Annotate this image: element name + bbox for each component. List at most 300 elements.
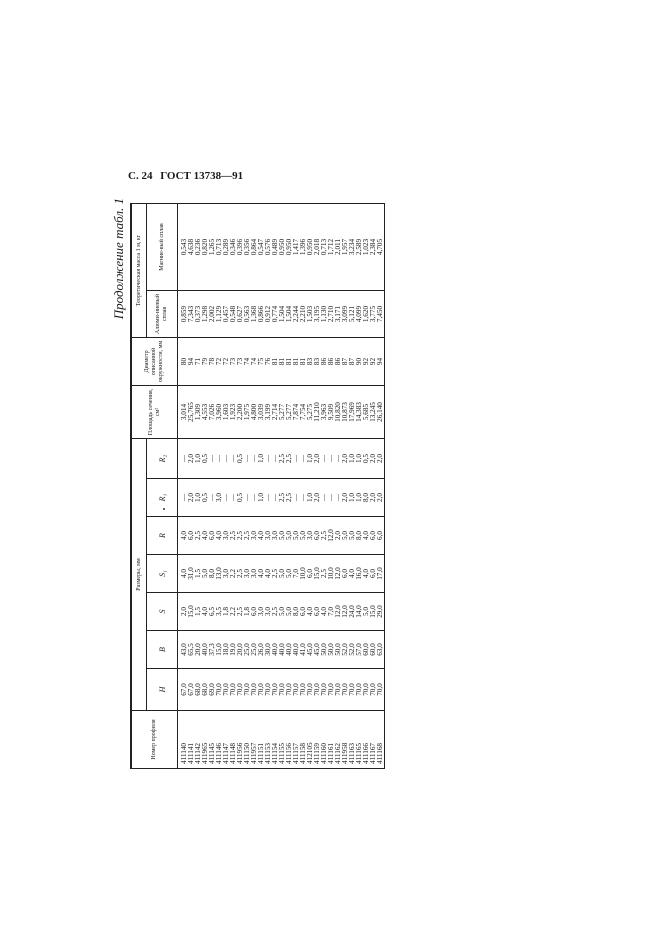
col-header-B: B bbox=[147, 631, 178, 669]
cell-s: 1,8 bbox=[244, 593, 251, 631]
cell-area: 1,309 bbox=[195, 385, 202, 438]
cell-b: 45,0 bbox=[314, 631, 321, 669]
cell-profile: 411958 bbox=[342, 711, 349, 769]
cell-s: 4,0 bbox=[202, 593, 209, 631]
cell-r: 4,0 bbox=[202, 517, 209, 555]
cell-r1: 0,5 bbox=[202, 479, 209, 517]
cell-b: 18,0 bbox=[223, 631, 230, 669]
cell-r2: 2,0 bbox=[370, 438, 377, 478]
cell-r2: 2,0 bbox=[188, 438, 195, 478]
cell-diam: 86 bbox=[321, 337, 328, 385]
cell-r2: 1,0 bbox=[195, 438, 202, 478]
cell-h: 70,0 bbox=[363, 669, 370, 711]
cell-area: 14,383 bbox=[356, 385, 363, 438]
cell-mag: 0,346 bbox=[230, 203, 237, 290]
cell-diam: 72 bbox=[216, 337, 223, 385]
cell-r1: — bbox=[223, 479, 230, 517]
cell-mag: 0,713 bbox=[321, 203, 328, 290]
cell-r2: 2,0 bbox=[377, 438, 385, 478]
cell-r1: — bbox=[321, 479, 328, 517]
cell-r: 5,0 bbox=[279, 517, 286, 555]
cell-profile: 411156 bbox=[286, 711, 293, 769]
cell-area: 13,245 bbox=[370, 385, 377, 438]
cell-h: 67,0 bbox=[178, 669, 189, 711]
cell-s1: 17,0 bbox=[377, 555, 385, 593]
col-header-profile: Номер профиля bbox=[131, 711, 178, 769]
cell-s: 4,0 bbox=[307, 593, 314, 631]
cell-b: 37,3 bbox=[209, 631, 216, 669]
cell-s1: 31,0 bbox=[188, 555, 195, 593]
cell-r: 6,0 bbox=[370, 517, 377, 555]
cell-mag: 4,705 bbox=[377, 203, 385, 290]
cell-profile: 411158 bbox=[300, 711, 307, 769]
cell-mag: 0,547 bbox=[258, 203, 265, 290]
cell-r2: — bbox=[244, 438, 251, 478]
cell-h: 70,0 bbox=[272, 669, 279, 711]
cell-profile: 411159 bbox=[314, 711, 321, 769]
cell-area: 3,039 bbox=[258, 385, 265, 438]
cell-alum: 2,244 bbox=[293, 290, 300, 337]
cell-diam: 80 bbox=[178, 337, 189, 385]
cell-s: 29,0 bbox=[377, 593, 385, 631]
cell-alum: 1,368 bbox=[251, 290, 258, 337]
cell-s1: 8,0 bbox=[209, 555, 216, 593]
cell-b: 20,0 bbox=[195, 631, 202, 669]
profiles-table bbox=[130, 203, 385, 769]
cell-area: 25,765 bbox=[188, 385, 195, 438]
cell-r1: — bbox=[178, 479, 189, 517]
cell-diam: 87 bbox=[342, 337, 349, 385]
cell-r1: 1,0 bbox=[349, 479, 356, 517]
cell-h: 70,0 bbox=[223, 669, 230, 711]
cell-diam: 92 bbox=[370, 337, 377, 385]
cell-profile: 411166 bbox=[363, 711, 370, 769]
cell-r1: 2,0 bbox=[377, 479, 385, 517]
cell-mag: 0,576 bbox=[265, 203, 272, 290]
cell-b: 41,0 bbox=[300, 631, 307, 669]
cell-s: 14,0 bbox=[356, 593, 363, 631]
cell-area: 7,026 bbox=[209, 385, 216, 438]
cell-s: 15,0 bbox=[370, 593, 377, 631]
cell-profile: 411140 bbox=[178, 711, 189, 769]
cell-s: 2,5 bbox=[272, 593, 279, 631]
cell-s1: 15,0 bbox=[314, 555, 321, 593]
cell-h: 70,0 bbox=[356, 669, 363, 711]
cell-area: 9,509 bbox=[328, 385, 335, 438]
cell-r: 5,0 bbox=[342, 517, 349, 555]
cell-mag: 4,638 bbox=[188, 203, 195, 290]
cell-s1: 3,0 bbox=[223, 555, 230, 593]
cell-r1: 3,0 bbox=[216, 479, 223, 517]
cell-h: 67,0 bbox=[188, 669, 195, 711]
cell-b: 20,0 bbox=[237, 631, 244, 669]
cell-r1: — bbox=[230, 479, 237, 517]
cell-s1: 2,5 bbox=[321, 555, 328, 593]
col-header-R: R bbox=[147, 517, 178, 555]
cell-area: 2,200 bbox=[237, 385, 244, 438]
cell-diam: 87 bbox=[349, 337, 356, 385]
standard-number: ГОСТ 13738—91 bbox=[160, 170, 244, 182]
cell-h: 68,0 bbox=[195, 669, 202, 711]
cell-s: 6,0 bbox=[314, 593, 321, 631]
cell-r2: — bbox=[321, 438, 328, 478]
cell-alum: 1,130 bbox=[321, 290, 328, 337]
cell-diam: 81 bbox=[300, 337, 307, 385]
cell-r2: — bbox=[230, 438, 237, 478]
table-row bbox=[377, 203, 385, 768]
cell-s: 3,0 bbox=[258, 593, 265, 631]
cell-r2: 2,0 bbox=[342, 438, 349, 478]
cell-r2: — bbox=[335, 438, 342, 478]
cell-r1: 1,0 bbox=[307, 479, 314, 517]
cell-area: 7,874 bbox=[293, 385, 300, 438]
cell-r: 3,0 bbox=[272, 517, 279, 555]
cell-h: 70,0 bbox=[286, 669, 293, 711]
cell-mag: 0,396 bbox=[237, 203, 244, 290]
cell-mag: 0,356 bbox=[244, 203, 251, 290]
cell-h: 70,0 bbox=[307, 669, 314, 711]
cell-h: 70,0 bbox=[321, 669, 328, 711]
cell-alum: 1,503 bbox=[307, 290, 314, 337]
cell-h: 70,0 bbox=[216, 669, 223, 711]
cell-b: 43,0 bbox=[178, 631, 189, 669]
cell-r: 2,5 bbox=[244, 517, 251, 555]
cell-diam: 78 bbox=[209, 337, 216, 385]
cell-diam: 86 bbox=[335, 337, 342, 385]
cell-profile: 411163 bbox=[349, 711, 356, 769]
cell-s: 6,5 bbox=[209, 593, 216, 631]
cell-profile: 411965 bbox=[202, 711, 209, 769]
cell-profile: 411162 bbox=[335, 711, 342, 769]
cell-alum: 0,774 bbox=[272, 290, 279, 337]
cell-area: 17,969 bbox=[349, 385, 356, 438]
cell-r: 2,5 bbox=[195, 517, 202, 555]
cell-r: 6,0 bbox=[377, 517, 385, 555]
cell-profile: 411155 bbox=[279, 711, 286, 769]
cell-diam: 83 bbox=[307, 337, 314, 385]
cell-diam: 76 bbox=[265, 337, 272, 385]
cell-s: 4,0 bbox=[321, 593, 328, 631]
cell-alum: 3,099 bbox=[342, 290, 349, 337]
cell-alum: 0,457 bbox=[223, 290, 230, 337]
col-header-diameter: Диаметр описанной окружности, мм bbox=[131, 337, 178, 385]
cell-profile: 411150 bbox=[244, 711, 251, 769]
cell-profile: 411148 bbox=[230, 711, 237, 769]
cell-r: 6,0 bbox=[209, 517, 216, 555]
cell-alum: 0,912 bbox=[265, 290, 272, 337]
cell-alum: 3,171 bbox=[335, 290, 342, 337]
cell-area: 1,923 bbox=[230, 385, 237, 438]
cell-alum: 4,099 bbox=[356, 290, 363, 337]
cell-s: 5,0 bbox=[363, 593, 370, 631]
cell-area: 11,210 bbox=[314, 385, 321, 438]
cell-s: 1,8 bbox=[223, 593, 230, 631]
cell-diam: 74 bbox=[251, 337, 258, 385]
cell-r1: — bbox=[335, 479, 342, 517]
cell-s1: 5,0 bbox=[286, 555, 293, 593]
cell-r: 5,0 bbox=[349, 517, 356, 555]
cell-profile: 412105 bbox=[307, 711, 314, 769]
col-header-mass: Теоретическая масса 1 м, кг bbox=[131, 203, 147, 337]
cell-alum: 7,450 bbox=[377, 290, 385, 337]
cell-s1: 6,0 bbox=[307, 555, 314, 593]
cell-alum: 2,210 bbox=[300, 290, 307, 337]
cell-diam: 81 bbox=[286, 337, 293, 385]
col-header-H: H bbox=[147, 669, 178, 711]
cell-r: 4,0 bbox=[178, 517, 189, 555]
cell-r: 5,0 bbox=[300, 517, 307, 555]
cell-s1: 16,0 bbox=[356, 555, 363, 593]
cell-alum: 3,195 bbox=[314, 290, 321, 337]
cell-profile: 411957 bbox=[251, 711, 258, 769]
cell-s1: 1,5 bbox=[195, 555, 202, 593]
cell-r2: 0,5 bbox=[363, 438, 370, 478]
cell-mag: 2,589 bbox=[356, 203, 363, 290]
cell-s: 3,0 bbox=[265, 593, 272, 631]
cell-b: 65,5 bbox=[188, 631, 195, 669]
cell-profile: 411168 bbox=[377, 711, 385, 769]
cell-s: 5,0 bbox=[279, 593, 286, 631]
cell-diam: 86 bbox=[328, 337, 335, 385]
cell-r2: 2,5 bbox=[279, 438, 286, 478]
cell-r1: 2,0 bbox=[188, 479, 195, 517]
cell-b: 40,0 bbox=[202, 631, 209, 669]
cell-profile: 411153 bbox=[265, 711, 272, 769]
cell-b: 40,0 bbox=[272, 631, 279, 669]
cell-h: 70,0 bbox=[244, 669, 251, 711]
cell-mag: 0,820 bbox=[202, 203, 209, 290]
col-header-S1: S₁ bbox=[147, 555, 178, 593]
cell-profile: 411956 bbox=[237, 711, 244, 769]
cell-b: 50,0 bbox=[335, 631, 342, 669]
cell-b: 52,0 bbox=[349, 631, 356, 669]
cell-r1: 2,0 bbox=[314, 479, 321, 517]
cell-b: 25,0 bbox=[251, 631, 258, 669]
cell-r: 5,0 bbox=[293, 517, 300, 555]
cell-r1: — bbox=[328, 479, 335, 517]
cell-profile: 411151 bbox=[258, 711, 265, 769]
cell-s1: 4,0 bbox=[178, 555, 189, 593]
col-header-magnesium: Магние-вый сплав bbox=[147, 203, 178, 290]
cell-diam: 71 bbox=[195, 337, 202, 385]
cell-alum: 1,129 bbox=[216, 290, 223, 337]
cell-h: 70,0 bbox=[293, 669, 300, 711]
cell-r: 3,0 bbox=[265, 517, 272, 555]
cell-h: 70,0 bbox=[237, 669, 244, 711]
cell-r2: 1,0 bbox=[258, 438, 265, 478]
cell-h: 70,0 bbox=[335, 669, 342, 711]
cell-diam: 92 bbox=[363, 337, 370, 385]
cell-profile: 411142 bbox=[195, 711, 202, 769]
cell-alum: 1,620 bbox=[363, 290, 370, 337]
cell-mag: 2,384 bbox=[370, 203, 377, 290]
cell-diam: 73 bbox=[237, 337, 244, 385]
cell-r1: — bbox=[300, 479, 307, 517]
cell-r1: 2,0 bbox=[370, 479, 377, 517]
cell-s1: 6,0 bbox=[370, 555, 377, 593]
cell-s: 24,0 bbox=[349, 593, 356, 631]
cell-b: 40,0 bbox=[279, 631, 286, 669]
cell-r2: — bbox=[328, 438, 335, 478]
cell-s1: 6,0 bbox=[342, 555, 349, 593]
table-body bbox=[178, 203, 385, 768]
cell-r1: 1,0 bbox=[258, 479, 265, 517]
cell-r2: — bbox=[265, 438, 272, 478]
cell-mag: 3,234 bbox=[349, 203, 356, 290]
cell-b: 45,0 bbox=[307, 631, 314, 669]
page-header bbox=[128, 170, 248, 182]
cell-alum: 1,504 bbox=[286, 290, 293, 337]
cell-alum: 0,859 bbox=[178, 290, 189, 337]
cell-profile: 411157 bbox=[293, 711, 300, 769]
cell-mag: 1,265 bbox=[209, 203, 216, 290]
cell-mag: 1,396 bbox=[300, 203, 307, 290]
cell-b: 52,0 bbox=[342, 631, 349, 669]
cell-profile: 411161 bbox=[328, 711, 335, 769]
cell-area: 5,275 bbox=[307, 385, 314, 438]
cell-s: 7,0 bbox=[328, 593, 335, 631]
cell-r2: 0,5 bbox=[202, 438, 209, 478]
page-number: С. 24 bbox=[128, 170, 153, 182]
cell-mag: 0,950 bbox=[286, 203, 293, 290]
cell-b: 50,0 bbox=[321, 631, 328, 669]
cell-r2: 2,5 bbox=[286, 438, 293, 478]
cell-s1: 5,0 bbox=[202, 555, 209, 593]
cell-h: 70,0 bbox=[300, 669, 307, 711]
cell-h: 70,0 bbox=[258, 669, 265, 711]
cell-r2: — bbox=[209, 438, 216, 478]
cell-s: 1,5 bbox=[195, 593, 202, 631]
cell-diam: 79 bbox=[202, 337, 209, 385]
cell-diam: 83 bbox=[314, 337, 321, 385]
cell-alum: 5,121 bbox=[349, 290, 356, 337]
cell-r: 3,0 bbox=[251, 517, 258, 555]
cell-s1: 3,0 bbox=[251, 555, 258, 593]
cell-mag: 1,712 bbox=[328, 203, 335, 290]
cell-r2: — bbox=[216, 438, 223, 478]
cell-profile: 411147 bbox=[223, 711, 230, 769]
cell-h: 69,0 bbox=[209, 669, 216, 711]
cell-h: 70,0 bbox=[349, 669, 356, 711]
table-caption: Продолжение табл. 1 bbox=[111, 198, 126, 320]
cell-r: 4,0 bbox=[216, 517, 223, 555]
cell-area: 1,975 bbox=[244, 385, 251, 438]
cell-r: 2,0 bbox=[335, 517, 342, 555]
cell-mag: 2,018 bbox=[314, 203, 321, 290]
cell-b: 25,0 bbox=[244, 631, 251, 669]
cell-profile: 411141 bbox=[188, 711, 195, 769]
cell-mag: 2,011 bbox=[335, 203, 342, 290]
cell-s1: 10,0 bbox=[328, 555, 335, 593]
cell-r: 6,0 bbox=[314, 517, 321, 555]
cell-s1: 7,0 bbox=[293, 555, 300, 593]
cell-r: 6,0 bbox=[188, 517, 195, 555]
cell-b: 19,0 bbox=[230, 631, 237, 669]
cell-mag: 0,864 bbox=[251, 203, 258, 290]
cell-b: 26,0 bbox=[258, 631, 265, 669]
cell-r1: — bbox=[244, 479, 251, 517]
cell-area: 2,714 bbox=[272, 385, 279, 438]
cell-area: 7,754 bbox=[300, 385, 307, 438]
cell-r: 5,0 bbox=[286, 517, 293, 555]
rotated-table-block bbox=[111, 198, 384, 769]
cell-area: 5,277 bbox=[286, 385, 293, 438]
cell-diam: 81 bbox=[293, 337, 300, 385]
cell-area: 3,014 bbox=[178, 385, 189, 438]
cell-profile: 411154 bbox=[272, 711, 279, 769]
cell-diam: 75 bbox=[258, 337, 265, 385]
cell-mag: 0,236 bbox=[195, 203, 202, 290]
cell-mag: 0,950 bbox=[307, 203, 314, 290]
cell-area: 3,960 bbox=[216, 385, 223, 438]
cell-b: 40,0 bbox=[286, 631, 293, 669]
cell-s: 5,0 bbox=[286, 593, 293, 631]
cell-area: 26,140 bbox=[377, 385, 385, 438]
cell-area: 5,277 bbox=[279, 385, 286, 438]
cell-diam: 73 bbox=[230, 337, 237, 385]
cell-r1: — bbox=[209, 479, 216, 517]
cell-r2: — bbox=[293, 438, 300, 478]
cell-alum: 7,343 bbox=[188, 290, 195, 337]
cell-alum: 1,298 bbox=[202, 290, 209, 337]
cell-s1: 5,0 bbox=[279, 555, 286, 593]
col-header-S: S bbox=[147, 593, 178, 631]
cell-r: 8,0 bbox=[356, 517, 363, 555]
cell-s: 12,0 bbox=[342, 593, 349, 631]
cell-s: 2,0 bbox=[178, 593, 189, 631]
cell-s1: 2,5 bbox=[237, 555, 244, 593]
cell-s: 15,0 bbox=[188, 593, 195, 631]
cell-area: 4,553 bbox=[202, 385, 209, 438]
cell-diam: 74 bbox=[244, 337, 251, 385]
cell-profile: 411165 bbox=[356, 711, 363, 769]
col-header-area: Площадь сечения, см² bbox=[131, 385, 178, 438]
cell-r2: 0,5 bbox=[237, 438, 244, 478]
cell-profile: 411145 bbox=[209, 711, 216, 769]
cell-diam: 94 bbox=[377, 337, 385, 385]
cell-alum: 0,627 bbox=[237, 290, 244, 337]
cell-r: 2,5 bbox=[230, 517, 237, 555]
cell-diam: 81 bbox=[279, 337, 286, 385]
cell-diam: 72 bbox=[223, 337, 230, 385]
cell-r1: 1,0 bbox=[356, 479, 363, 517]
cell-h: 70,0 bbox=[370, 669, 377, 711]
cell-alum: 0,373 bbox=[195, 290, 202, 337]
cell-r1: 2,0 bbox=[342, 479, 349, 517]
cell-alum: 0,548 bbox=[230, 290, 237, 337]
cell-b: 15,0 bbox=[216, 631, 223, 669]
cell-s1: 3,0 bbox=[244, 555, 251, 593]
cell-diam: 90 bbox=[356, 337, 363, 385]
cell-b: 40,0 bbox=[293, 631, 300, 669]
cell-r: 4,0 bbox=[363, 517, 370, 555]
cell-profile: 411160 bbox=[321, 711, 328, 769]
cell-s1: 13,0 bbox=[216, 555, 223, 593]
cell-r2: 1,0 bbox=[307, 438, 314, 478]
cell-r1: — bbox=[272, 479, 279, 517]
cell-r2: 1,0 bbox=[356, 438, 363, 478]
cell-mag: 0,950 bbox=[279, 203, 286, 290]
cell-mag: 1,417 bbox=[293, 203, 300, 290]
cell-r1: — bbox=[251, 479, 258, 517]
cell-area: 1,603 bbox=[223, 385, 230, 438]
cell-r2: 2,0 bbox=[314, 438, 321, 478]
cell-h: 70,0 bbox=[328, 669, 335, 711]
cell-area: 10,820 bbox=[335, 385, 342, 438]
col-header-R1: R₁ bbox=[147, 479, 178, 517]
cell-r2: — bbox=[300, 438, 307, 478]
cell-s: 2,5 bbox=[237, 593, 244, 631]
